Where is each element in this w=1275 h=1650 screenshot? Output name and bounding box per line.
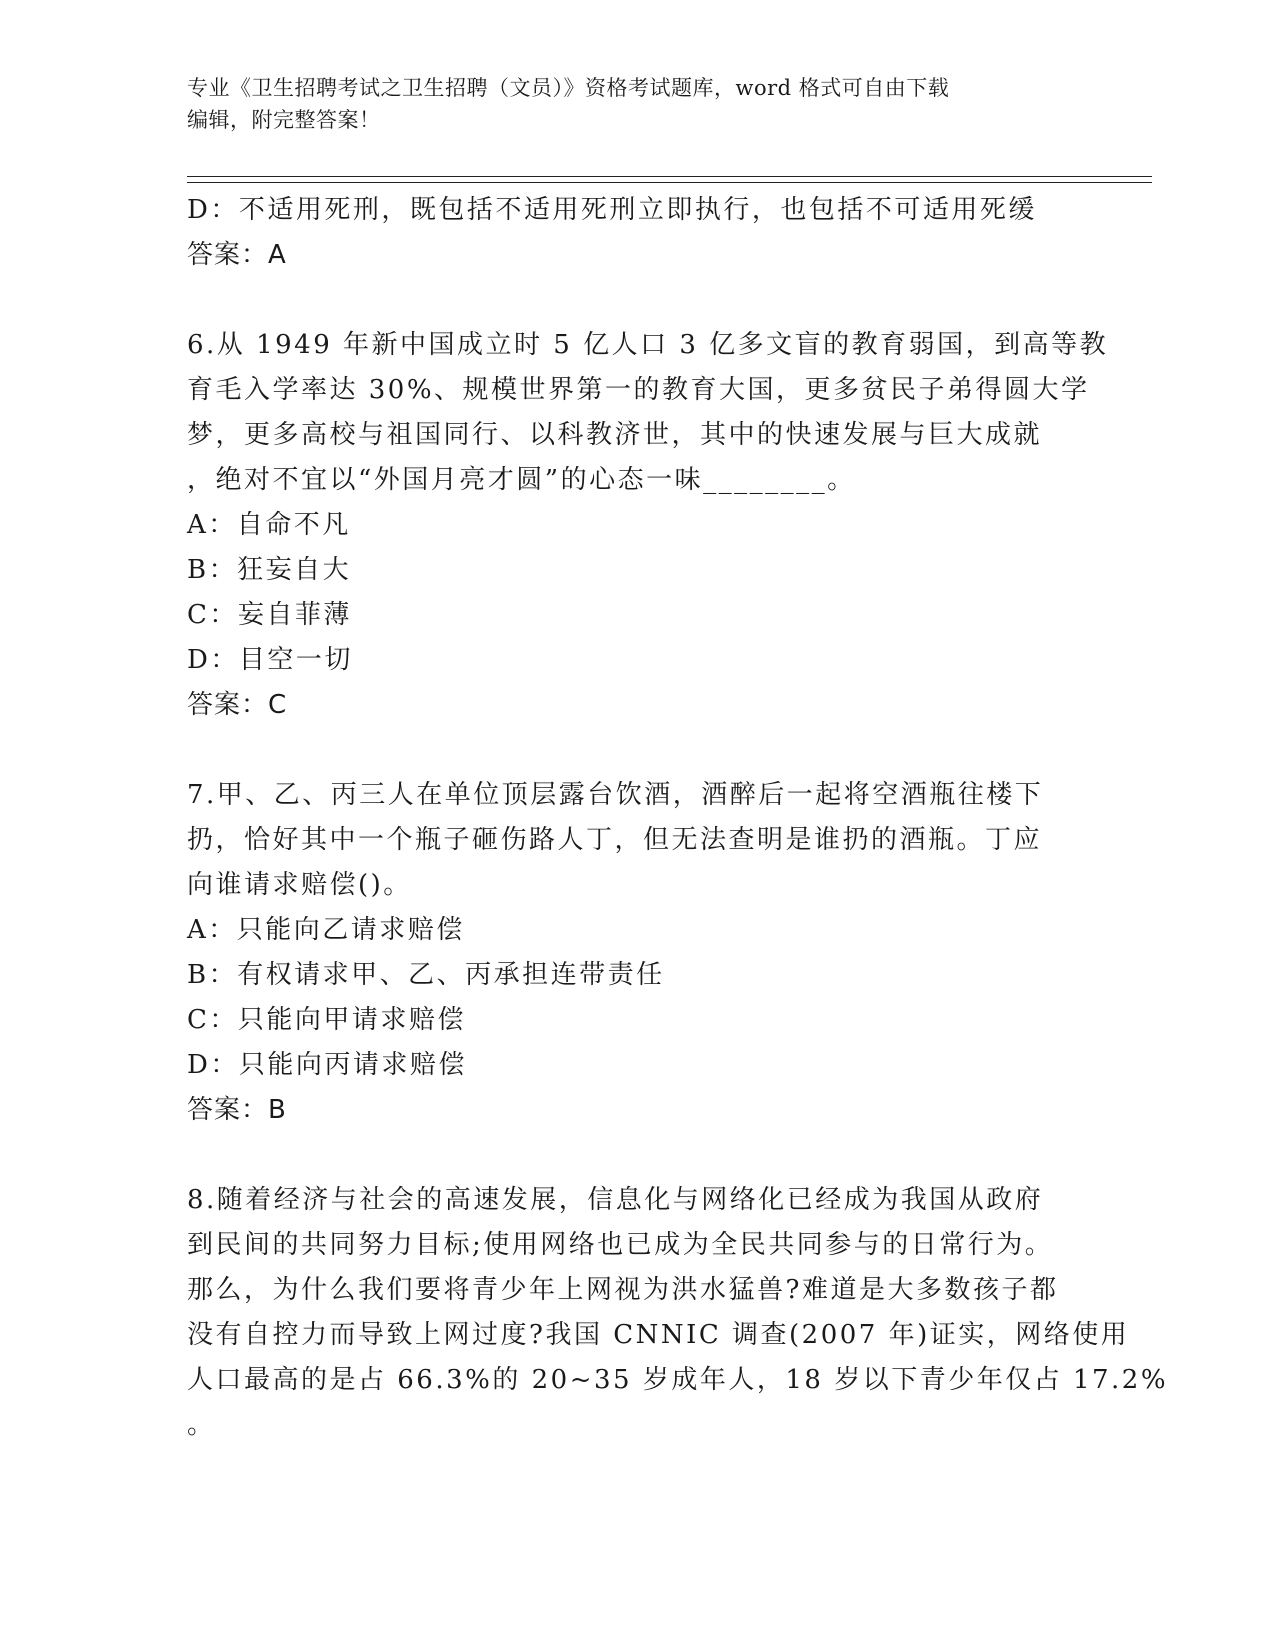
previous-question-tail: [187, 188, 1087, 278]
header-line-2: 编辑，附完整答案！: [187, 108, 381, 132]
question-7: [187, 773, 1087, 1133]
answer-line: 答案：B: [187, 1095, 287, 1125]
question-text-line: 人口最高的是占 66.3%的 20~35 岁成年人，18 岁以下青少年仅占 17.2%: [187, 1365, 1169, 1395]
option-a: A：只能向乙请求赔偿: [187, 915, 465, 945]
question-6: [187, 323, 1109, 728]
option-b: B：有权请求甲、乙、丙承担连带责任: [187, 960, 665, 990]
question-text-line: 向谁请求赔偿()。: [187, 870, 412, 900]
question-text-line: 。: [187, 1410, 216, 1440]
page-header: [187, 72, 1067, 136]
question-text-line: 8.随着经济与社会的高速发展，信息化与网络化已经成为我国从政府: [187, 1185, 1044, 1215]
question-text-line: 7.甲、乙、丙三人在单位顶层露台饮酒，酒醉后一起将空酒瓶往楼下: [187, 780, 1044, 810]
exam-content: [187, 188, 1169, 1448]
answer-line: 答案：C: [187, 690, 288, 720]
question-text-line: ，绝对不宜以“外国月亮才圆”的心态一味________。: [187, 465, 856, 495]
question-text-line: 没有自控力而导致上网过度?我国 CNNIC 调查(2007 年)证实，网络使用: [187, 1320, 1130, 1350]
question-text-line: 梦，更多高校与祖国同行、以科教济世，其中的快速发展与巨大成就: [187, 420, 1043, 450]
option-a: A：自命不凡: [187, 510, 351, 540]
question-text-line: 扔，恰好其中一个瓶子砸伤路人丁，但无法查明是谁扔的酒瓶。丁应: [187, 825, 1043, 855]
option-d: D：不适用死刑，既包括不适用死刑立即执行，也包括不可适用死缓: [187, 195, 1037, 225]
question-text-line: 育毛入学率达 30%、规模世界第一的教育大国，更多贫民子弟得圆大学: [187, 375, 1090, 405]
option-c: C：只能向甲请求赔偿: [187, 1005, 466, 1035]
spacer: [187, 278, 1087, 323]
question-text-line: 那么，为什么我们要将青少年上网视为洪水猛兽?难道是大多数孩子都: [187, 1275, 1059, 1305]
spacer: [187, 728, 1087, 773]
answer-line: 答案：A: [187, 240, 287, 270]
option-c: C：妄自菲薄: [187, 600, 352, 630]
question-text-line: 到民间的共同努力目标;使用网络也已成为全民共同参与的日常行为。: [187, 1230, 1054, 1260]
header-divider-thin: [187, 182, 1152, 183]
header-line-1: 专业《卫生招聘考试之卫生招聘（文员）》资格考试题库，word 格式可自由下载: [187, 76, 950, 100]
option-d: D：目空一切: [187, 645, 353, 675]
header-divider-thick: [187, 176, 1152, 177]
spacer: [187, 1133, 1087, 1178]
option-b: B：狂妄自大: [187, 555, 352, 585]
question-8: [187, 1178, 1169, 1448]
question-text-line: 6.从 1949 年新中国成立时 5 亿人口 3 亿多文盲的教育弱国，到高等教: [187, 330, 1109, 360]
option-d: D：只能向丙请求赔偿: [187, 1050, 467, 1080]
